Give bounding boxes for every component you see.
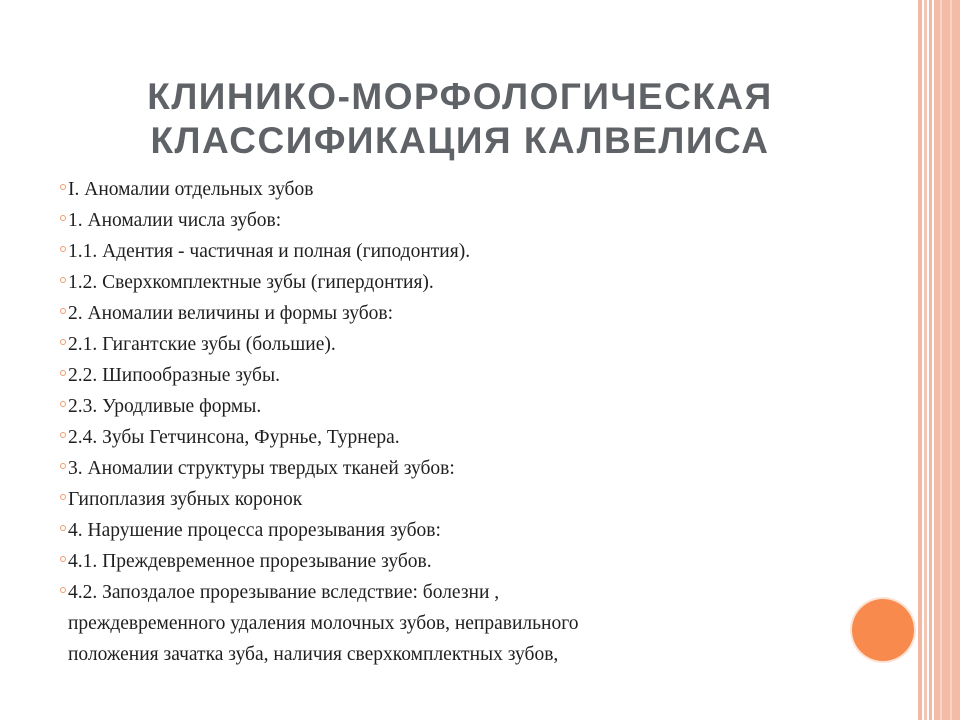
list-item-text: 1. Аномалии числа зубов: — [68, 210, 282, 231]
bullet-icon — [60, 339, 66, 345]
bullet-icon — [60, 463, 66, 469]
list-item — [60, 422, 840, 453]
bullet-icon — [60, 525, 66, 531]
list-item — [60, 329, 840, 360]
list-item-text: 4. Нарушение процесса прорезывания зубов: — [68, 520, 441, 541]
orange-circle-ornament — [852, 599, 914, 661]
bullet-icon — [60, 494, 66, 500]
list-item-continuation — [60, 608, 840, 639]
bullet-icon — [60, 556, 66, 562]
list-item-text: 2.2. Шипообразные зубы. — [68, 365, 280, 386]
slide-title — [40, 75, 880, 163]
list-item-text: 2. Аномалии величины и формы зубов: — [68, 303, 394, 324]
classification-list — [60, 174, 840, 670]
list-item-text: Гипоплазия зубных коронок — [68, 489, 303, 510]
bullet-icon — [60, 184, 66, 190]
list-item-text: 2.1. Гигантские зубы (большие). — [68, 334, 336, 355]
bullet-icon — [60, 277, 66, 283]
slide-title-line-1: КЛИНИКО-МОРФОЛОГИЧЕСКАЯ — [147, 75, 773, 117]
list-item-text: 1.1. Адентия - частичная и полная (гиподонтия). — [68, 241, 471, 262]
bullet-icon — [60, 401, 66, 407]
list-item — [60, 391, 840, 422]
list-item — [60, 546, 840, 577]
decorative-stripe — [940, 0, 942, 720]
list-item — [60, 515, 840, 546]
decorative-stripe — [950, 0, 952, 720]
bullet-icon — [60, 246, 66, 252]
list-item — [60, 267, 840, 298]
list-item-text: преждевременного удаления молочных зубов, неправильного — [68, 613, 579, 634]
list-item-text: 1.2. Сверхкомплектные зубы (гипердонтия). — [68, 272, 434, 293]
list-item-text: 4.2. Запоздалое прорезывание вследствие: болезни , — [68, 582, 500, 603]
decorative-stripe — [918, 0, 922, 720]
slide-title-line-2: КЛАССИФИКАЦИЯ КАЛВЕЛИСА — [150, 119, 770, 161]
list-item — [60, 174, 840, 205]
decorative-stripe — [929, 0, 932, 720]
list-item — [60, 298, 840, 329]
bullet-icon — [60, 370, 66, 376]
list-item-text: 2.4. Зубы Гетчинсона, Фурнье, Турнера. — [68, 427, 400, 448]
decorative-stripe — [934, 0, 960, 720]
decorative-stripe — [924, 0, 927, 720]
bullet-icon — [60, 587, 66, 593]
list-item-text: 2.3. Уродливые формы. — [68, 396, 262, 417]
bullet-icon — [60, 432, 66, 438]
list-item-text: 3. Аномалии структуры твердых тканей зубов: — [68, 458, 455, 479]
list-item-text: I. Аномалии отдельных зубов — [68, 179, 314, 200]
list-item — [60, 360, 840, 391]
list-item — [60, 205, 840, 236]
list-item — [60, 577, 840, 608]
list-item-text: положения зачатка зуба, наличия сверхкомплектных зубов, — [68, 644, 559, 665]
list-item — [60, 453, 840, 484]
bullet-icon — [60, 308, 66, 314]
list-item-text: 4.1. Преждевременное прорезывание зубов. — [68, 551, 432, 572]
list-item — [60, 484, 840, 515]
list-item-continuation — [60, 639, 840, 670]
list-item — [60, 236, 840, 267]
bullet-icon — [60, 215, 66, 221]
